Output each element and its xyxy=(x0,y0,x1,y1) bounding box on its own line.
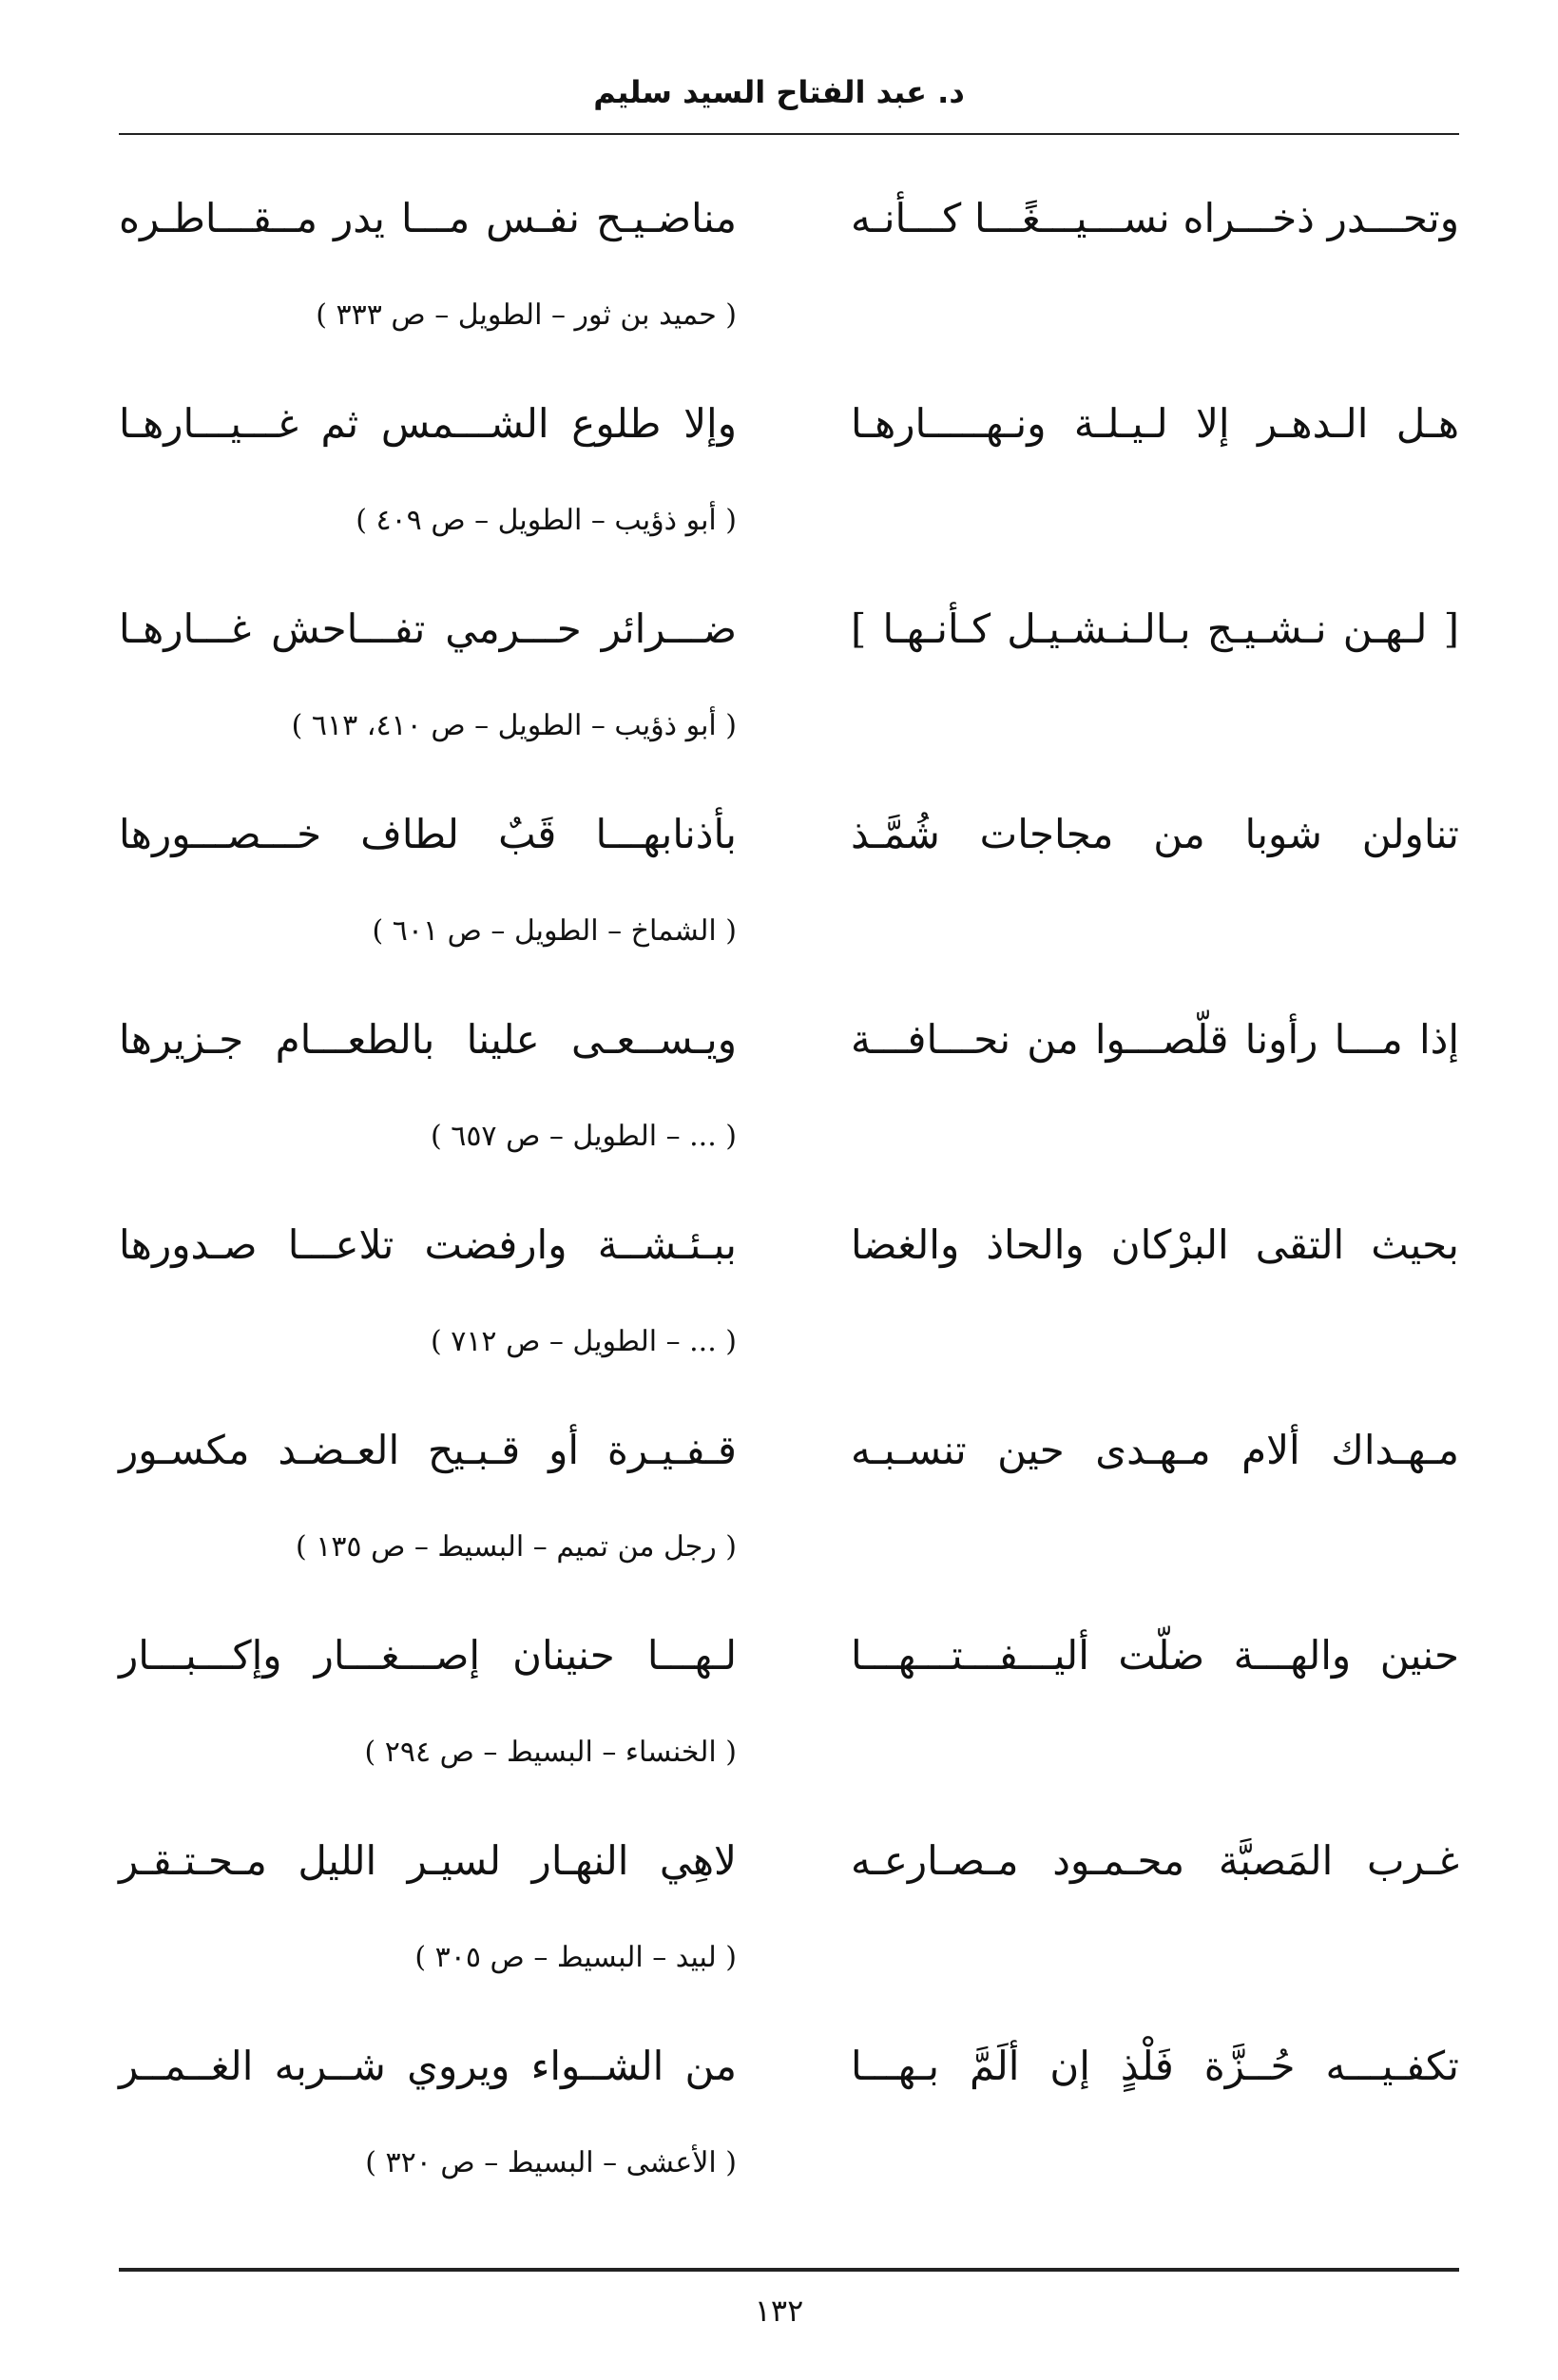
verse-second-hemistich: لـهـــا حنينان إصـــغـــار وإكـــبـــار xyxy=(119,1632,737,1679)
verse-entry xyxy=(119,1212,1459,1417)
verse-second-hemistich: بأذنابهـــا قَبٌ لطاف خـــصـــورها xyxy=(119,811,737,857)
verse-first-hemistich: هـل الـدهـر إلا لـيـلـة ونـهـــــارهـا xyxy=(851,400,1459,447)
verse-entry xyxy=(119,596,1459,801)
verses-list xyxy=(119,185,1459,2238)
verse-second-hemistich: وإلا طلوع الشـــمس ثم غـــيـــارهـا xyxy=(119,400,737,447)
verse-first-hemistich: وتحـــدر ذخـــراه نســـيـــغًـــا كـــأنـه xyxy=(851,195,1459,241)
verse-second-hemistich: لاهِي النهـار لسيـر الليل مـحـتـقـر xyxy=(119,1837,737,1884)
header-divider xyxy=(119,133,1459,135)
verse-second-hemistich: ويـســعـى علينا بالطعـــام جـزيرها xyxy=(119,1016,737,1063)
verse-entry xyxy=(119,391,1459,596)
verse-citation: ( أبو ذؤيب – الطويل – ص ٤١٠، ٦١٣ ) xyxy=(291,709,737,742)
verse-first-hemistich: إذا مـــا رأونا قلّصـــوا من نحـــافـــة xyxy=(851,1016,1459,1063)
verse-first-hemistich: تكفـيـــه حُــزَّة فَلْذٍ إن ألَمَّ بـهـــا xyxy=(851,2043,1459,2089)
verse-entry xyxy=(119,2033,1459,2238)
verse-citation: ( حميد بن ثور – الطويل – ص ٣٣٣ ) xyxy=(316,298,737,332)
verse-citation: ( ... – الطويل – ص ٦٥٧ ) xyxy=(430,1120,737,1153)
verse-second-hemistich: قـفـيـرة أو قـبـيح العـضـد مكسـور xyxy=(119,1427,737,1473)
verse-entry xyxy=(119,1828,1459,2033)
verse-citation: ( لبيد – البسيط – ص ٣٠٥ ) xyxy=(414,1941,737,1974)
verse-second-hemistich: مناضـيـح نفـس مـــا يدر مــقـــاطـره xyxy=(119,195,737,241)
verse-first-hemistich: تناولن شوبا من مجاجات شُمَّـذ xyxy=(851,811,1459,857)
verse-citation: ( الشماخ – الطويل – ص ٦٠١ ) xyxy=(372,914,737,948)
verse-second-hemistich: ببـئـشــة وارفضت تلاعـــا صـدورها xyxy=(119,1221,737,1268)
verse-citation: ( أبو ذؤيب – الطويل – ص ٤٠٩ ) xyxy=(356,504,737,537)
verse-first-hemistich: مـهـداك ألام مـهـدى حين تنسـبـه xyxy=(851,1427,1459,1473)
verse-second-hemistich: من الشــواء ويروي شــربه الغــمــر xyxy=(119,2043,737,2089)
verse-first-hemistich: حنين والهـــة ضلّت أليـــفـــتـــهـــا xyxy=(851,1632,1459,1679)
verse-first-hemistich: غـرب المَصبَّة محـمـود مـصـارعـه xyxy=(851,1837,1459,1884)
footer-divider xyxy=(119,2268,1459,2272)
verse-entry xyxy=(119,1417,1459,1622)
verse-citation: ( الخنساء – البسيط – ص ٢٩٤ ) xyxy=(364,1736,737,1769)
verse-entry xyxy=(119,1007,1459,1212)
running-header-author: د. عبد الفتاح السيد سليم xyxy=(593,74,965,110)
verse-citation: ( ... – الطويل – ص ٧١٢ ) xyxy=(430,1325,737,1358)
verse-first-hemistich: بحيث التقى البرْكان والحاذ والغضا xyxy=(851,1221,1459,1268)
verse-citation: ( رجل من تميم – البسيط – ص ١٣٥ ) xyxy=(295,1530,737,1564)
page-number: ١٣٢ xyxy=(754,2293,804,2329)
verse-citation: ( الأعشى – البسيط – ص ٣٢٠ ) xyxy=(365,2146,737,2179)
verse-first-hemistich: [ لـهـن نـشـيـج بـالـنـشـيـل كـأنـهـا ] xyxy=(851,605,1459,652)
verse-entry xyxy=(119,801,1459,1007)
verse-entry xyxy=(119,185,1459,391)
verse-second-hemistich: ضـــرائر حـــرمي تفـــاحش غـــارهـا xyxy=(119,605,737,652)
verse-entry xyxy=(119,1622,1459,1828)
